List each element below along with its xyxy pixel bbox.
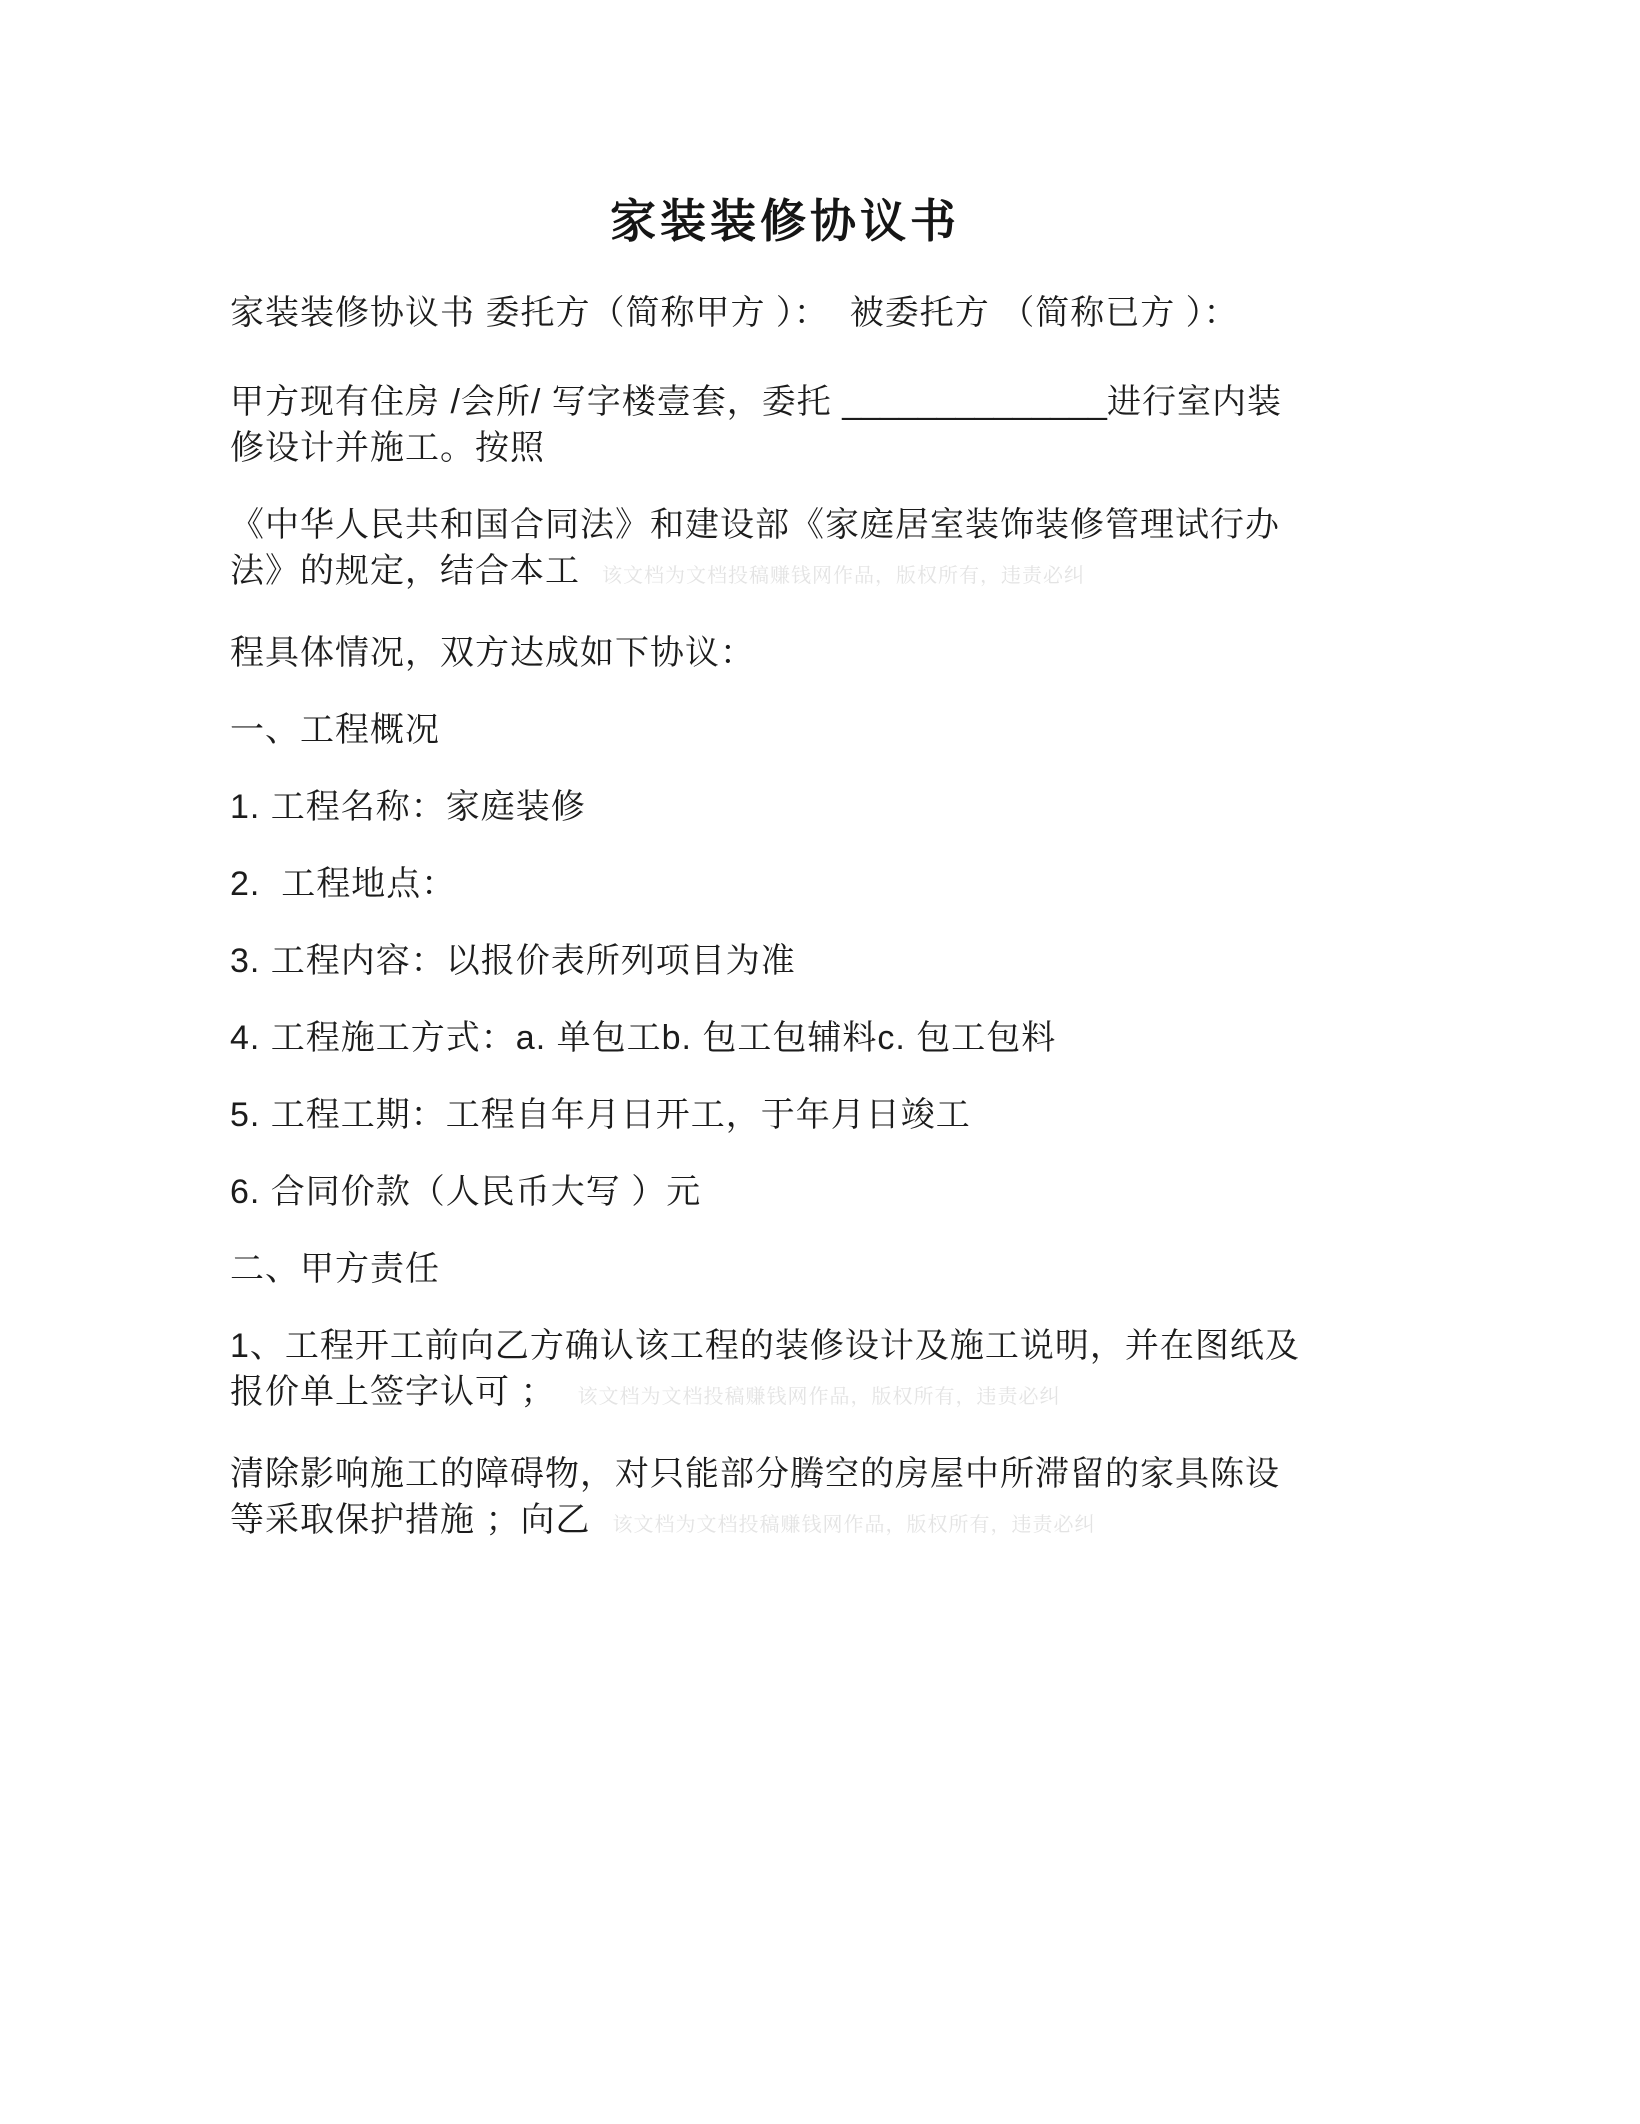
commission-post-text: 进行室内装 xyxy=(1106,383,1282,421)
responsibility-1-paragraph xyxy=(230,1323,1340,1420)
contract-title xyxy=(230,192,1340,250)
section-2-heading xyxy=(230,1246,1340,1292)
watermark-text: 该文档为文档投稿赚钱网作品，版权所有，违责必纠 xyxy=(602,565,1085,587)
list-item-project-name xyxy=(230,784,1340,830)
commission-paragraph xyxy=(230,379,1340,471)
item-4-text: 4. 工程施工方式：a. 单包工b. 包工包辅料c. 包工包料 xyxy=(230,1019,1057,1057)
list-item-project-location xyxy=(230,861,1340,907)
section-1-heading xyxy=(230,707,1340,753)
contract-title-text: 家装装修协议书 xyxy=(610,195,960,247)
agreement-line: 程具体情况，双方达成如下协议： xyxy=(230,634,755,672)
item-1-text: 1. 工程名称：家庭装修 xyxy=(230,788,586,826)
list-item-project-content xyxy=(230,938,1340,984)
commission-line-1 xyxy=(230,383,1282,421)
fill-in-blank-line: ______________ xyxy=(842,383,1107,421)
commission-pre-text: 甲方现有住房 /会所/ 写字楼壹套，委托 xyxy=(230,383,843,421)
responsibility-1-line-2 xyxy=(230,1373,1060,1411)
section-2-heading-text: 二、甲方责任 xyxy=(230,1250,440,1288)
item-2-text: 2. 工程地点： xyxy=(230,865,457,903)
parties-line: 家装装修协议书 委托方（简称甲方 ）： 被委托方 （简称已方 ）： xyxy=(230,294,1239,332)
item-5-text: 5. 工程工期：工程自年月日开工，于年月日竣工 xyxy=(230,1096,971,1134)
commission-line-2: 修设计并施工。按照 xyxy=(230,429,545,467)
law-reference-paragraph xyxy=(230,502,1340,599)
list-item-project-duration xyxy=(230,1092,1340,1138)
watermark-text: 该文档为文档投稿赚钱网作品，版权所有，违责必纠 xyxy=(577,1386,1061,1408)
section-1-heading-text: 一、工程概况 xyxy=(230,711,440,749)
list-item-construction-method xyxy=(230,1015,1340,1061)
item-3-text: 3. 工程内容：以报价表所列项目为准 xyxy=(230,942,796,980)
responsibility-1-line-2-text: 报价单上签字认可 ； xyxy=(230,1373,556,1411)
watermark-text: 该文档为文档投稿赚钱网作品，版权所有，违责必纠 xyxy=(612,1514,1096,1536)
responsibility-2-line-2-text: 等采取保护措施 ；向乙 xyxy=(230,1501,591,1539)
parties-paragraph xyxy=(230,290,1340,336)
responsibility-2-line-1: 清除影响施工的障碍物，对只能部分腾空的房屋中所滞留的家具陈设 xyxy=(230,1455,1280,1493)
list-item-contract-price xyxy=(230,1169,1340,1215)
responsibility-2-paragraph xyxy=(230,1451,1340,1548)
agreement-paragraph xyxy=(230,630,1340,676)
responsibility-1-line-1: 1、工程开工前向乙方确认该工程的装修设计及施工说明，并在图纸及 xyxy=(230,1327,1300,1365)
law-line-2 xyxy=(230,552,1085,590)
responsibility-2-line-2 xyxy=(230,1501,1095,1539)
law-line-1: 《中华人民共和国合同法》和建设部《家庭居室装饰装修管理试行办 xyxy=(230,506,1280,544)
law-line-2-text: 法》的规定，结合本工 xyxy=(230,552,580,590)
item-6-text: 6. 合同价款（人民币大写 ）元 xyxy=(230,1173,702,1211)
